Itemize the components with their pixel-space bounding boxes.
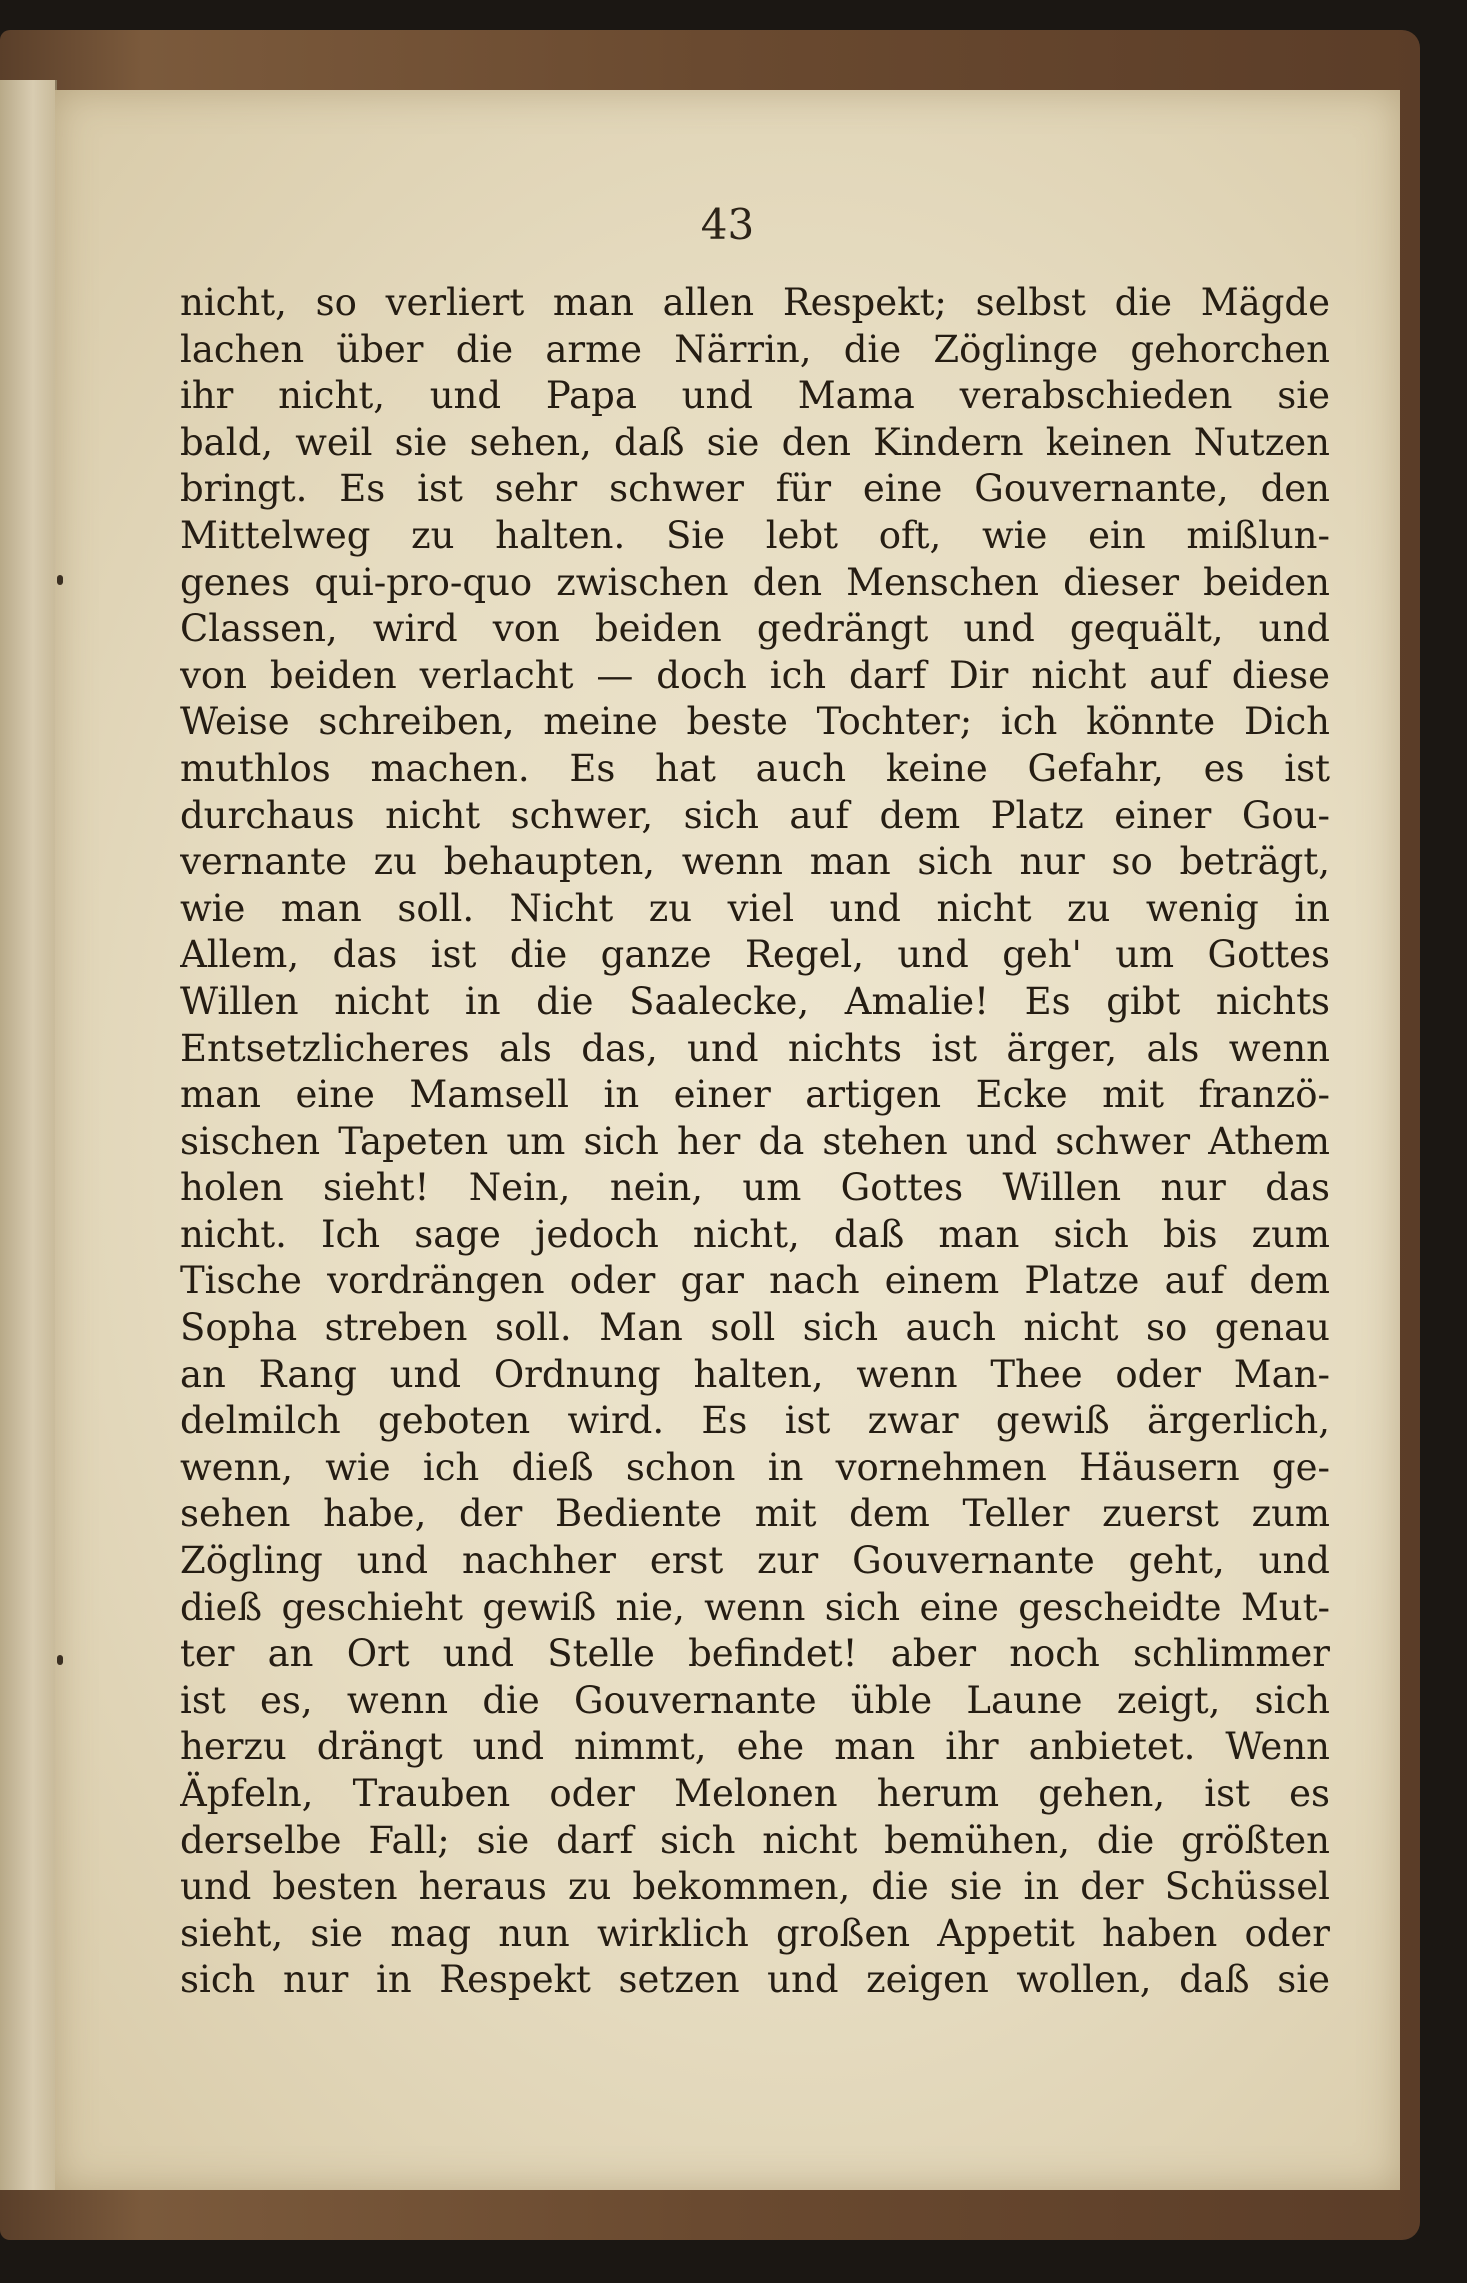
text-line: lachen über die arme Närrin, die Zöglinge gehorchen bbox=[180, 327, 1330, 371]
text-line: muthlos machen. Es hat auch keine Gefahr, es ist bbox=[180, 746, 1330, 790]
text-line: sischen Tapeten um sich her da stehen und schwer Athem bbox=[180, 1119, 1330, 1163]
text-line: holen sieht! Nein, nein, um Gottes Willen nur das bbox=[180, 1166, 1330, 1210]
text-line: Willen nicht in die Saalecke, Amalie! Es gibt nichts bbox=[180, 979, 1330, 1023]
text-line: Weise schreiben, meine beste Tochter; ich könnte Dich bbox=[180, 700, 1330, 744]
text-line: an Rang und Ordnung halten, wenn Thee oder Man- bbox=[180, 1352, 1330, 1396]
text-line: bringt. Es ist sehr schwer für eine Gouvernante, den bbox=[180, 467, 1330, 511]
text-line: bald, weil sie sehen, daß sie den Kindern keinen Nutzen bbox=[180, 420, 1330, 464]
text-line: Zögling und nachher erst zur Gouvernante geht, und bbox=[180, 1539, 1330, 1583]
ink-speck bbox=[57, 1655, 63, 1665]
text-line: Tische vordrängen oder gar nach einem Platze auf dem bbox=[180, 1259, 1330, 1303]
page-edge bbox=[0, 80, 57, 2190]
text-line: wenn, wie ich dieß schon in vornehmen Häusern ge- bbox=[180, 1445, 1330, 1489]
text-line: von beiden verlacht — doch ich darf Dir nicht auf diese bbox=[180, 653, 1330, 697]
text-line: Classen, wird von beiden gedrängt und gequält, und bbox=[180, 607, 1330, 651]
text-line: Entsetzlicheres als das, und nichts ist ärger, als wenn bbox=[180, 1026, 1330, 1070]
text-line: sehen habe, der Bediente mit dem Teller zuerst zum bbox=[180, 1492, 1330, 1536]
text-line: Allem, das ist die ganze Regel, und geh' um Gottes bbox=[180, 933, 1330, 977]
text-line: herzu drängt und nimmt, ehe man ihr anbietet. Wenn bbox=[180, 1725, 1330, 1769]
text-line: und besten heraus zu bekommen, die sie in der Schüssel bbox=[180, 1865, 1330, 1909]
text-line: nicht, so verliert man allen Respekt; selbst die Mägde bbox=[180, 281, 1330, 324]
page-number: 43 bbox=[700, 200, 755, 249]
text-line: ist es, wenn die Gouvernante üble Laune zeigt, sich bbox=[180, 1678, 1330, 1722]
text-line: Äpfeln, Trauben oder Melonen herum gehen, ist es bbox=[180, 1772, 1330, 1815]
text-line: dieß geschieht gewiß nie, wenn sich eine gescheidte Mut- bbox=[180, 1585, 1330, 1629]
text-line: man eine Mamsell in einer artigen Ecke mit franzö- bbox=[180, 1073, 1330, 1117]
text-line: durchaus nicht schwer, sich auf dem Platz einer Gou- bbox=[180, 793, 1330, 837]
text-line: sieht, sie mag nun wirklich großen Appetit haben oder bbox=[180, 1911, 1330, 1955]
text-line: wie man soll. Nicht zu viel und nicht zu wenig in bbox=[180, 886, 1330, 930]
text-line: Sopha streben soll. Man soll sich auch nicht so genau bbox=[180, 1306, 1330, 1350]
text-line: nicht. Ich sage jedoch nicht, daß man sich bis zum bbox=[180, 1212, 1330, 1256]
text-line: ihr nicht, und Papa und Mama verabschieden sie bbox=[180, 374, 1330, 418]
text-line: sich nur in Respekt setzen und zeigen wollen, daß sie bbox=[180, 1958, 1330, 2002]
text-line: ter an Ort und Stelle befindet! aber noch schlimmer bbox=[180, 1632, 1330, 1676]
text-line: genes qui-pro-quo zwischen den Menschen dieser beiden bbox=[180, 560, 1330, 604]
ink-speck bbox=[57, 575, 63, 585]
text-line: vernante zu behaupten, wenn man sich nur so beträgt, bbox=[180, 840, 1330, 884]
page-body-text bbox=[180, 280, 1330, 2004]
text-line: Mittelweg zu halten. Sie lebt oft, wie ein mißlun- bbox=[180, 513, 1330, 557]
text-line: delmilch geboten wird. Es ist zwar gewiß ärgerlich, bbox=[180, 1399, 1330, 1443]
text-line: derselbe Fall; sie darf sich nicht bemühen, die größten bbox=[180, 1818, 1330, 1862]
book-page bbox=[55, 90, 1400, 2190]
